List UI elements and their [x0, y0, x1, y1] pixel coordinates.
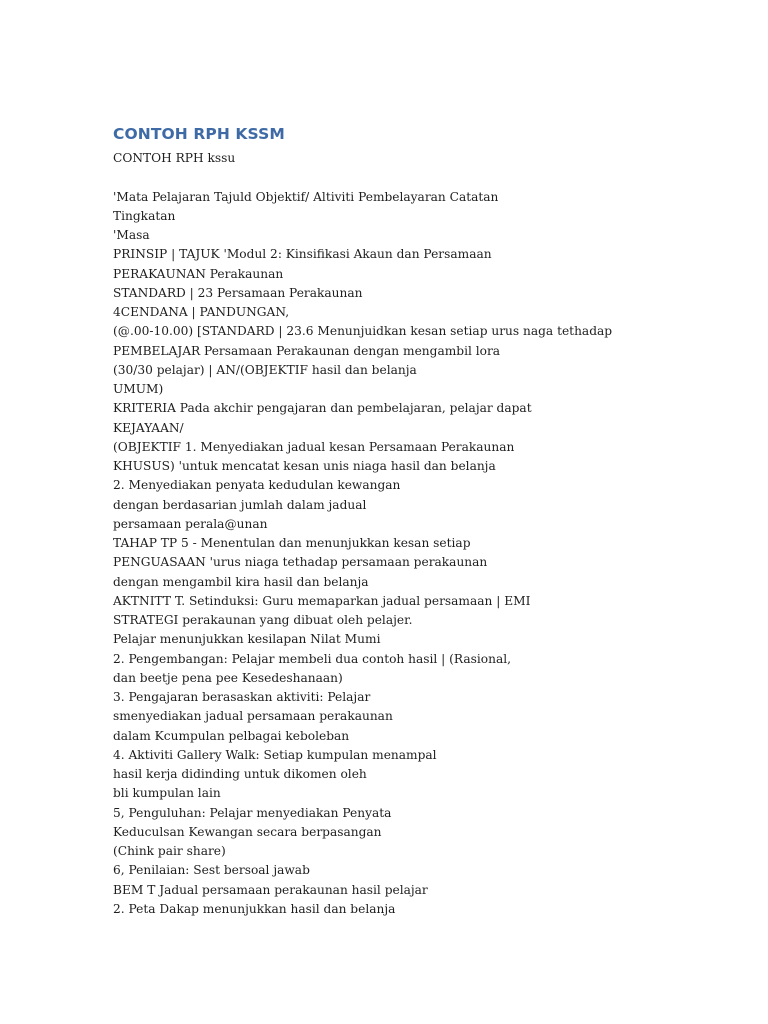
text-line: smenyediakan jadual persamaan perakaunan [113, 709, 393, 724]
text-line: 2. Peta Dakap menunjukkan hasil dan belanja [113, 901, 396, 916]
text-line: 2. Pengembangan: Pelajar membeli dua contoh hasil | (Rasional, [113, 651, 512, 666]
text-line: dengan berdasarian jumlah dalam jadual [113, 497, 367, 512]
text-line: Keduculsan Kewangan secara berpasangan [113, 824, 382, 839]
text-line: 2. Menyediakan penyata kedudulan kewangan [113, 478, 401, 493]
text-line: 6, Penilaian: Sest bersoal jawab [113, 863, 310, 878]
text-line: PEMBELAJAR Persamaan Perakaunan dengan mengambil lora [113, 343, 501, 358]
text-line: 'Masa [113, 228, 150, 242]
text-line: STRATEGI perakaunan yang dibuat oleh pelajer. [113, 613, 413, 627]
text-line: PRINSIP | TAJUK 'Modul 2: Kinsifikasi Akaun dan Persamaan [113, 247, 492, 262]
text-line: dengan mengambil kira hasil dan belanja [113, 574, 369, 589]
text-line: dan beetje pena pee Kesedeshanaan) [113, 670, 343, 685]
text-line: STANDARD | 23 Persamaan Perakaunan [113, 285, 363, 300]
text-line: Tingkatan [113, 208, 176, 223]
text-line: PERAKAUNAN Perakaunan [113, 266, 284, 281]
text-line: bli kumpulan lain [113, 786, 221, 801]
text-line: CONTOH RPH kssu [113, 151, 236, 165]
text-line: PENGUASAAN 'urus niaga tethadap persamaan perakaunan [113, 555, 488, 570]
text-line: Pelajar menunjukkan kesilapan Nilat Mumi [113, 632, 381, 647]
document-heading: CONTOH RPH KSSM [113, 125, 285, 143]
text-line: 4CENDANA | PANDUNGAN, [113, 305, 290, 319]
text-line: KRITERIA Pada akchir pengajaran dan pembelajaran, pelajar dapat [113, 401, 532, 416]
text-line: AKTNITT T. Setinduksi: Guru memaparkan jadual persamaan | EMI [113, 593, 531, 608]
text-line: TAHAP TP 5 - Menentulan dan menunjukkan kesan setiap [113, 536, 471, 550]
text-line: UMUM) [113, 382, 164, 396]
text-line: (Chink pair share) [113, 844, 226, 858]
text-line: (OBJEKTIF 1. Menyediakan jadual kesan Persamaan Perakaunan [113, 439, 515, 454]
text-line: BEM T Jadual persamaan perakaunan hasil pelajar [113, 882, 428, 897]
text-line: KEJAYAAN/ [113, 420, 184, 435]
text-line: persamaan perala@unan [113, 516, 268, 531]
text-line: hasil kerja didinding untuk dikomen oleh [113, 767, 367, 781]
text-line: (30/30 pelajar) | AN/(OBJEKTIF hasil dan belanja [113, 362, 417, 377]
text-line: dalam Kcumpulan pelbagai keboleban [113, 728, 350, 743]
document-body [113, 149, 673, 919]
text-line: KHUSUS) 'untuk mencatat kesan unis niaga hasil dan belanja [113, 459, 496, 473]
text-line: 'Mata Pelajaran Tajuld Objektif/ Altiviti Pembelayaran Catatan [113, 189, 499, 204]
blank-line [113, 168, 673, 187]
text-line: 3. Pengajaran berasaskan aktiviti: Pelajar [113, 690, 371, 704]
text-line: (@.00-10.00) [STANDARD | 23.6 Menunjuidkan kesan setiap urus naga tethadap [113, 324, 613, 339]
text-line: 4. Aktiviti Gallery Walk: Setiap kumpulan menampal [113, 747, 437, 762]
text-line: 5, Penguluhan: Pelajar menyediakan Penyata [113, 805, 392, 820]
